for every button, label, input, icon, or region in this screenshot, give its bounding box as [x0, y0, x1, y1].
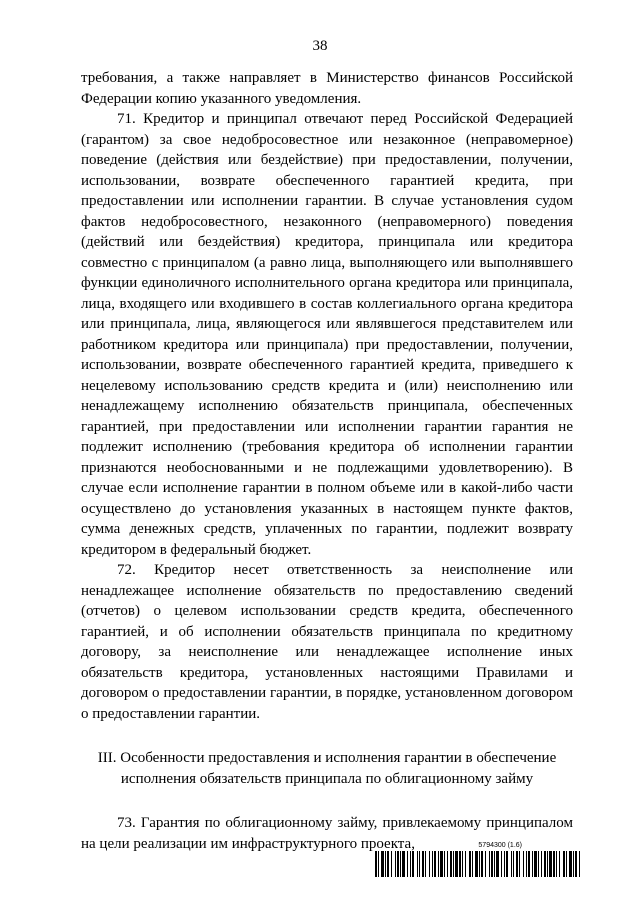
barcode-bar: [547, 851, 548, 877]
page-number: 38: [312, 38, 328, 54]
barcode-bar: [465, 851, 466, 877]
barcode-bar: [566, 851, 567, 877]
barcode-bar: [556, 851, 557, 877]
barcode-bar: [519, 851, 520, 877]
barcode-bar: [417, 851, 418, 877]
barcode-bar: [447, 851, 448, 877]
barcode-bar: [501, 851, 502, 877]
section-heading-line-2: исполнения обязательств принципала по облигационному займу: [120, 770, 534, 787]
barcode-bar: [469, 851, 471, 877]
barcode-bar: [494, 851, 495, 877]
barcode-bar: [549, 851, 552, 877]
barcode-bar: [553, 851, 555, 877]
barcode-bar: [391, 851, 392, 877]
paragraph-73: 73. Гарантия по облигационному займу, привлекаемому принципалом на цели реализации им инфраструктурного проекта,: [81, 815, 573, 852]
barcode-bar: [532, 851, 533, 877]
barcode-bar: [541, 851, 542, 877]
barcode-bar: [453, 851, 454, 877]
barcode-bar: [513, 851, 514, 877]
barcode-bar: [526, 851, 527, 877]
barcode-bar: [425, 851, 426, 877]
barcode-bar: [432, 851, 433, 877]
barcode-bar: [523, 851, 524, 877]
barcode-bar: [381, 851, 384, 877]
paragraph-71: 71. Кредитор и принципал отвечают перед Российской Федерацией (гарантом) за свое недобросовестное или незаконное (неправомерное) поведение (действия или бездействие) при предоставлении, получении, использовании, возврате обеспеченного гарантией кредита, при предоставлении или исполнении гарантии. В случае установления судом фактов недобросовестного, незаконного (неправомерного) поведения (действий или бездействия) кредитора, принципала или кредитора совместно с принципалом (а равно лица, выполняющего или выполнявшего функции единоличного исполнительного органа кредитора или принципала, лица, входящего или входившего в состав коллегиального органа кредитора или принципала, лица, являющегося или являвшегося представителем или работником кредитора или принципала) при предоставлении, получении, использовании, возврате обеспеченного гарантией кредита, приведшего к нецелевому использованию средств кредита и (или) неисполнению или ненадлежащему исполнению обязательств принципала, обеспеченных гарантией, при предоставлении или исполнении гарантии гарантия не подлежит исполнению (требования кредитора об исполнении гарантии признаются необоснованными и не подлежащими удовлетворению). В случае если исполнение гарантии в полном объеме или в какой-либо части осуществлено до установления указанных в настоящем пункте фактов, сумма денежных средств, уплаченных по гарантии, подлежит возврату кредитором в федеральный бюджет.: [81, 111, 573, 558]
barcode-bar: [419, 851, 420, 877]
barcode-image: [374, 851, 584, 877]
barcode-bar: [472, 851, 473, 877]
barcode-bar: [559, 851, 560, 877]
barcode-bar: [378, 851, 379, 877]
barcode-bar: [429, 851, 430, 877]
barcode-bar: [504, 851, 505, 877]
barcode-bar: [400, 851, 401, 877]
barcode-bar: [450, 851, 452, 877]
barcode-bar: [481, 851, 483, 877]
document-body: [81, 68, 573, 854]
barcode-bar: [516, 851, 518, 877]
paragraph-continuation: требования, а также направляет в Министерство финансов Российской Федерации копию указанного уведомления.: [81, 70, 573, 107]
barcode-bar: [462, 851, 463, 877]
barcode-bar: [491, 851, 493, 877]
barcode-bar: [573, 851, 574, 877]
barcode-bar: [387, 851, 389, 877]
barcode-bar: [563, 851, 565, 877]
barcode-bar: [407, 851, 408, 877]
barcode-bar: [575, 851, 577, 877]
barcode-bar: [395, 851, 396, 877]
barcode-bar: [579, 851, 580, 877]
barcode: [374, 842, 584, 882]
paragraph-72: 72. Кредитор несет ответственность за неисполнение или ненадлежащее исполнение обязательств по предоставлению сведений (отчетов) о целевом использовании средств кредита, обеспеченного гарантией, и об исполнении обязательств принципала по кредитному договору, за неисполнение или ненадлежащее исполнение иных обязательств кредитора, установленных настоящими Правилами и договором о предоставлении гарантии, в порядке, установленном договором о предоставлении гарантии.: [81, 562, 573, 722]
barcode-bar: [412, 851, 414, 877]
section-heading-line-1: III. Особенности предоставления и исполнения гарантии в обеспечение: [97, 750, 557, 766]
barcode-bar: [397, 851, 399, 877]
barcode-bar: [534, 851, 537, 877]
barcode-bar: [496, 851, 499, 877]
barcode-bar: [444, 851, 445, 877]
barcode-bar: [506, 851, 508, 877]
barcode-bar: [455, 851, 458, 877]
barcode-bar: [422, 851, 424, 877]
barcode-bar: [538, 851, 539, 877]
barcode-bar: [459, 851, 461, 877]
barcode-bar: [569, 851, 572, 877]
barcode-bar: [410, 851, 411, 877]
barcode-code-text: 5794300 (1.6): [478, 842, 522, 849]
barcode-bar: [528, 851, 530, 877]
barcode-bar: [385, 851, 386, 877]
barcode-bar: [434, 851, 436, 877]
barcode-bar: [375, 851, 377, 877]
barcode-bar: [438, 851, 439, 877]
barcode-bar: [402, 851, 405, 877]
barcode-bar: [511, 851, 512, 877]
barcode-bar: [440, 851, 443, 877]
barcode-bar: [475, 851, 478, 877]
barcode-bar: [544, 851, 546, 877]
barcode-bar: [489, 851, 490, 877]
barcode-bar: [485, 851, 486, 877]
section-heading: [81, 748, 573, 789]
barcode-bar: [479, 851, 480, 877]
